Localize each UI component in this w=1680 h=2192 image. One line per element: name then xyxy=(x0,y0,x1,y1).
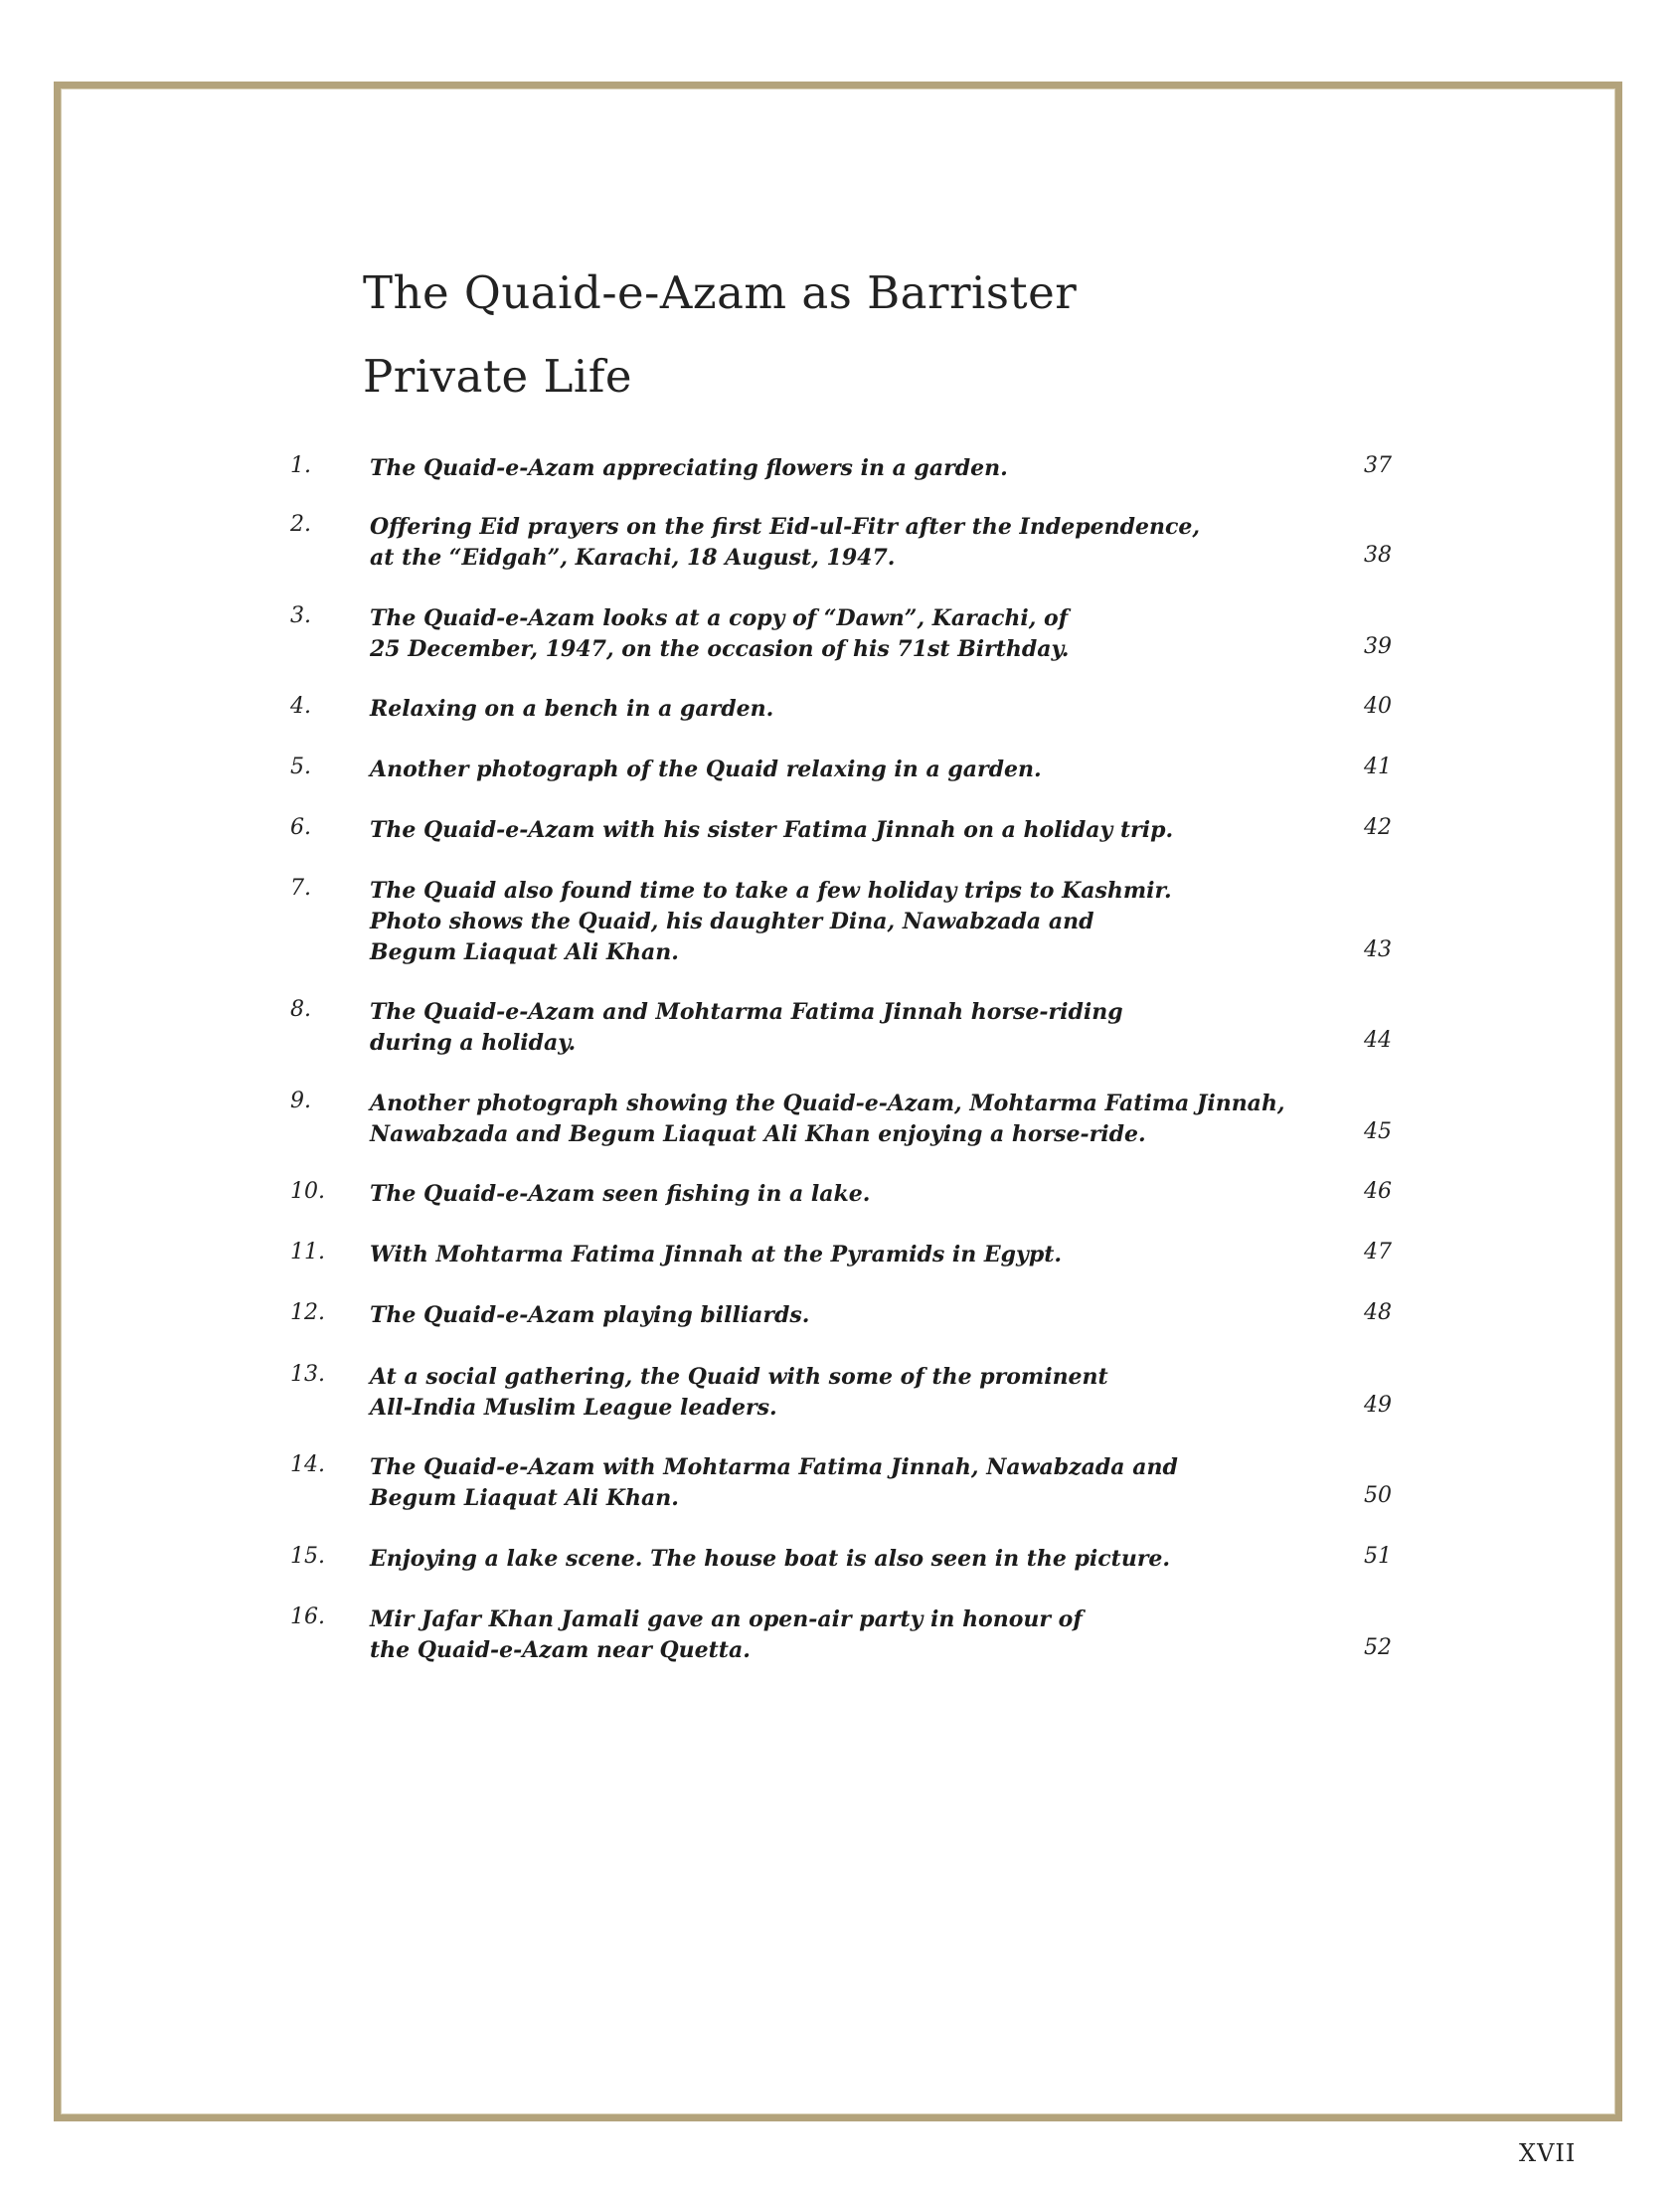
caption-line: Photo shows the Quaid, his daughter Dina, Nawabzada and xyxy=(370,909,1094,934)
list-item-number: 15. xyxy=(290,1544,325,1569)
list-item-number: 11. xyxy=(290,1240,325,1265)
caption-line: The Quaid-e-Azam looks at a copy of “Dawn”, Karachi, of xyxy=(370,605,1069,631)
list-item-page-number: 42 xyxy=(1364,815,1392,840)
list-item-page-number: 45 xyxy=(1364,1119,1392,1144)
list-item-number: 13. xyxy=(290,1362,325,1387)
caption-line: Offering Eid prayers on the first Eid-ul-Fitr after the Independence, xyxy=(370,514,1201,540)
list-item-caption xyxy=(370,603,1264,665)
caption-line: The Quaid-e-Azam and Mohtarma Fatima Jinnah horse-riding xyxy=(370,999,1123,1025)
section-subtitle: Private Life xyxy=(363,350,633,403)
caption-line: Begum Liaquat Ali Khan. xyxy=(370,939,679,965)
list-item-caption xyxy=(370,1452,1264,1514)
list-item-number: 2. xyxy=(290,512,311,537)
caption-line: The Quaid-e-Azam with Mohtarma Fatima Jinnah, Nawabzada and xyxy=(370,1454,1178,1480)
list-item-page-number: 47 xyxy=(1364,1240,1392,1265)
caption-line: Begum Liaquat Ali Khan. xyxy=(370,1485,679,1511)
list-item-number: 6. xyxy=(290,815,311,840)
list-item-page-number: 46 xyxy=(1364,1179,1392,1204)
caption-line: 25 December, 1947, on the occasion of his 71st Birthday. xyxy=(370,636,1070,662)
list-item-number: 1. xyxy=(290,453,311,478)
caption-line: Mir Jafar Khan Jamali gave an open-air party in honour of xyxy=(370,1606,1083,1632)
list-item-caption xyxy=(370,1544,1264,1575)
list-item-page-number: 37 xyxy=(1364,453,1392,478)
list-item-number: 10. xyxy=(290,1179,325,1204)
caption-line: The Quaid also found time to take a few holiday trips to Kashmir. xyxy=(370,878,1172,904)
caption-line: At a social gathering, the Quaid with some of the prominent xyxy=(370,1364,1108,1390)
list-item-number: 12. xyxy=(290,1300,325,1325)
caption-line: Another photograph showing the Quaid-e-Azam, Mohtarma Fatima Jinnah, xyxy=(370,1091,1285,1116)
list-item-page-number: 52 xyxy=(1364,1635,1392,1660)
list-item-number: 7. xyxy=(290,876,311,901)
caption-line: the Quaid-e-Azam near Quetta. xyxy=(370,1637,751,1663)
caption-line: at the “Eidgah”, Karachi, 18 August, 1947. xyxy=(370,545,896,571)
page-number: XVII xyxy=(1519,2139,1577,2167)
list-item-number: 8. xyxy=(290,997,311,1022)
caption-line: during a holiday. xyxy=(370,1030,577,1056)
list-item-caption xyxy=(370,694,1264,725)
list-item-page-number: 40 xyxy=(1364,694,1392,719)
caption-line: Enjoying a lake scene. The house boat is also seen in the picture. xyxy=(370,1546,1171,1572)
list-item-caption xyxy=(370,755,1264,785)
list-item-caption xyxy=(370,453,1264,484)
list-item-page-number: 38 xyxy=(1364,543,1392,568)
caption-line: The Quaid-e-Azam with his sister Fatima Jinnah on a holiday trip. xyxy=(370,817,1174,843)
list-item-number: 3. xyxy=(290,603,311,628)
caption-line: Relaxing on a bench in a garden. xyxy=(370,696,774,722)
list-item-caption xyxy=(370,876,1264,968)
caption-line: With Mohtarma Fatima Jinnah at the Pyramids in Egypt. xyxy=(370,1242,1063,1267)
list-item-caption xyxy=(370,815,1264,846)
list-item-number: 14. xyxy=(290,1452,325,1477)
list-item-caption xyxy=(370,512,1264,574)
caption-line: Another photograph of the Quaid relaxing in a garden. xyxy=(370,757,1042,782)
caption-line: The Quaid-e-Azam playing billiards. xyxy=(370,1302,810,1328)
list-item-page-number: 41 xyxy=(1364,755,1392,779)
list-item-number: 5. xyxy=(290,755,311,779)
list-item-page-number: 50 xyxy=(1364,1483,1392,1508)
list-item-caption xyxy=(370,1362,1264,1424)
list-item-number: 4. xyxy=(290,694,311,719)
list-item-caption xyxy=(370,1240,1264,1270)
list-item-caption xyxy=(370,1179,1264,1210)
list-item-number: 9. xyxy=(290,1089,311,1113)
list-item-page-number: 51 xyxy=(1364,1544,1392,1569)
list-item-caption xyxy=(370,1604,1264,1666)
list-item-page-number: 48 xyxy=(1364,1300,1392,1325)
section-title: The Quaid-e-Azam as Barrister xyxy=(363,266,1078,319)
list-item-caption xyxy=(370,1089,1285,1150)
list-item-page-number: 39 xyxy=(1364,634,1392,659)
list-item-number: 16. xyxy=(290,1604,325,1629)
list-item-page-number: 49 xyxy=(1364,1393,1392,1418)
caption-line: Nawabzada and Begum Liaquat Ali Khan enjoying a horse-ride. xyxy=(370,1121,1146,1147)
caption-line: The Quaid-e-Azam seen fishing in a lake. xyxy=(370,1181,871,1207)
caption-line: The Quaid-e-Azam appreciating flowers in a garden. xyxy=(370,455,1008,481)
list-item-caption xyxy=(370,1300,1264,1331)
list-item-page-number: 44 xyxy=(1364,1028,1392,1053)
caption-line: All-India Muslim League leaders. xyxy=(370,1395,777,1421)
list-item-page-number: 43 xyxy=(1364,937,1392,962)
list-item-caption xyxy=(370,997,1264,1059)
